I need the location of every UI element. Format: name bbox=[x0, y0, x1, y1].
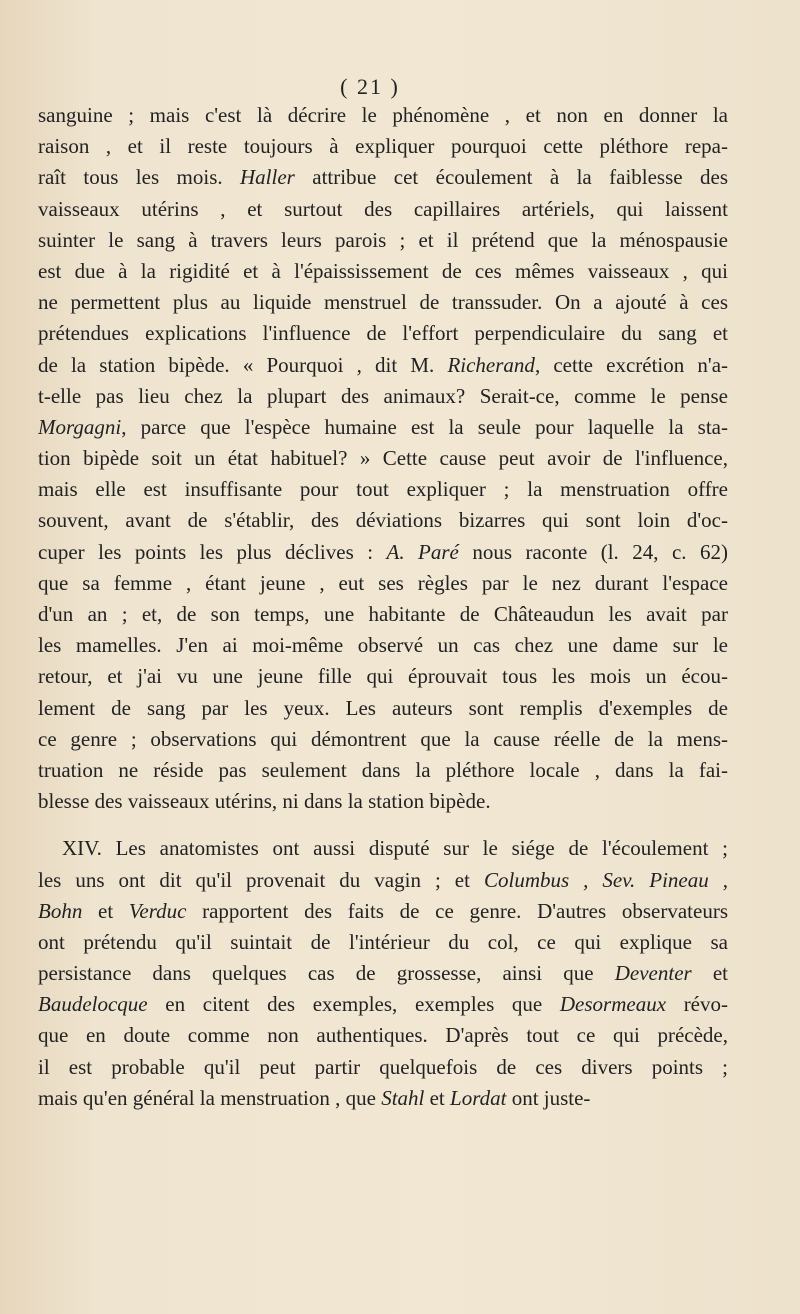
text-line bbox=[38, 381, 728, 412]
paragraph bbox=[38, 100, 728, 817]
italic-name: Haller bbox=[240, 165, 295, 190]
text-line bbox=[38, 630, 728, 661]
page-number: ( 21 ) bbox=[340, 74, 400, 99]
text-segment: ce genre ; observations qui démontrent que la cause réelle de la mens- bbox=[38, 726, 728, 751]
italic-name: Lordat bbox=[450, 1085, 507, 1110]
text-segment: souvent, avant de s'établir, des déviations bizarres qui sont loin d'oc- bbox=[38, 508, 728, 533]
text-segment: les mamelles. J'en ai moi-même observé un cas chez une dame sur le bbox=[38, 633, 728, 658]
text-segment: rapportent des faits de ce genre. D'autres observateurs bbox=[186, 898, 728, 923]
text-line bbox=[38, 194, 728, 225]
text-line bbox=[38, 568, 728, 599]
text-segment: , parce que l'espèce humaine est la seule pour laquelle la sta- bbox=[121, 414, 728, 439]
italic-name: Bohn bbox=[38, 898, 83, 923]
text-segment: il est probable qu'il peut partir quelquefois de ces divers points ; bbox=[38, 1054, 728, 1079]
text-line bbox=[38, 537, 728, 568]
text-line bbox=[38, 786, 728, 817]
italic-name: Stahl bbox=[381, 1085, 425, 1110]
text-segment: d'un an ; et, de son temps, une habitante de Châteaudun les avait par bbox=[38, 602, 728, 626]
body-text bbox=[38, 100, 728, 1114]
text-segment: et bbox=[82, 898, 129, 923]
paragraph-gap bbox=[38, 817, 728, 833]
text-segment: truation ne réside pas seulement dans la pléthore locale , dans la fai- bbox=[38, 757, 728, 782]
text-segment: vaisseaux utérins , et surtout des capillaires artériels, qui laissent bbox=[38, 196, 728, 221]
italic-name: Morgagni bbox=[38, 414, 122, 439]
text-segment: suinter le sang à travers leurs parois ; et il prétend que la ménospausie bbox=[38, 227, 728, 252]
text-segment: les uns ont dit qu'il provenait du vagin ; et bbox=[38, 867, 484, 892]
text-segment: attribue cet écoulement à la faiblesse des bbox=[294, 165, 728, 190]
text-segment: sanguine ; mais c'est là décrire le phénomène , et non en donner la bbox=[38, 103, 728, 127]
text-line bbox=[38, 958, 728, 989]
text-segment: lement de sang par les yeux. Les auteurs sont remplis d'exemples de bbox=[38, 695, 728, 720]
text-line bbox=[38, 1052, 728, 1083]
text-segment: de la station bipède. « Pourquoi , dit M. bbox=[38, 352, 448, 377]
text-segment: mais elle est insuffisante pour tout expliquer ; la menstruation offre bbox=[38, 477, 728, 502]
text-line bbox=[38, 505, 728, 536]
text-segment: nous raconte (l. 24, c. 62) bbox=[458, 539, 728, 564]
text-segment: tion bipède soit un état habituel? » Cette cause peut avoir de l'influence, bbox=[38, 446, 728, 471]
text-segment: et bbox=[691, 961, 728, 986]
text-segment: que sa femme , étant jeune , eut ses règles par le nez durant l'espace bbox=[38, 570, 728, 595]
italic-name: Desormeaux bbox=[559, 992, 667, 1017]
text-segment: ont juste- bbox=[506, 1085, 591, 1110]
text-line bbox=[38, 350, 728, 381]
text-segment: raît tous les mois. bbox=[38, 165, 241, 190]
text-segment: prétendues explications l'influence de l'effort perpendiculaire du sang et bbox=[38, 321, 728, 346]
text-segment: retour, et j'ai vu une jeune fille qui éprouvait tous les mois un écou- bbox=[38, 664, 728, 689]
text-line bbox=[38, 131, 728, 162]
text-line bbox=[38, 443, 728, 474]
text-segment: persistance dans quelques cas de grossesse, ainsi que bbox=[38, 961, 615, 986]
text-line bbox=[38, 474, 728, 505]
text-segment: t-elle pas lieu chez la plupart des animaux? Serait-ce, comme le pense bbox=[38, 383, 728, 408]
text-line bbox=[38, 256, 728, 287]
text-segment: révo- bbox=[666, 992, 728, 1017]
text-line bbox=[38, 989, 728, 1020]
paragraph bbox=[38, 833, 728, 1114]
italic-name: Richerand bbox=[447, 352, 535, 377]
text-segment: XIV. Les anatomistes ont aussi disputé sur le siége de l'écoulement ; bbox=[62, 836, 728, 861]
text-line bbox=[38, 1083, 728, 1114]
italic-name: Baudelocque bbox=[38, 992, 148, 1017]
text-segment: blesse des vaisseaux utérins, ni dans la station bipède. bbox=[38, 789, 491, 814]
text-segment: est due à la rigidité et à l'épaississement de ces mêmes vaisseaux , qui bbox=[38, 258, 728, 283]
text-line bbox=[38, 162, 728, 193]
text-line bbox=[38, 896, 728, 927]
text-line bbox=[38, 412, 728, 443]
text-line bbox=[38, 693, 728, 724]
italic-name: Verduc bbox=[128, 898, 187, 923]
text-line bbox=[38, 318, 728, 349]
text-line bbox=[38, 724, 728, 755]
text-line bbox=[38, 1020, 728, 1051]
text-segment: mais qu'en général la menstruation , que bbox=[38, 1085, 382, 1110]
text-line bbox=[38, 599, 728, 630]
text-segment: en citent des exemples, exemples que bbox=[147, 992, 560, 1017]
text-line bbox=[38, 661, 728, 692]
italic-name: Columbus , Sev. Pineau , bbox=[483, 867, 728, 892]
text-segment: raison , et il reste toujours à expliquer pourquoi cette pléthore repa- bbox=[38, 134, 728, 159]
text-line bbox=[38, 100, 728, 131]
text-segment: cuper les points les plus déclives : bbox=[38, 539, 387, 564]
text-line bbox=[38, 833, 728, 864]
italic-name: A. Paré bbox=[386, 539, 459, 564]
text-line bbox=[38, 287, 728, 318]
text-segment: ont prétendu qu'il suintait de l'intérieur du col, ce qui explique sa bbox=[38, 929, 728, 954]
text-line bbox=[38, 927, 728, 958]
text-segment: , cette excrétion n'a- bbox=[534, 352, 728, 377]
italic-name: Deventer bbox=[614, 961, 692, 986]
text-line bbox=[38, 755, 728, 786]
text-segment: et bbox=[424, 1085, 451, 1110]
text-line bbox=[38, 865, 728, 896]
text-line bbox=[38, 225, 728, 256]
text-segment: ne permettent plus au liquide menstruel de transsuder. On a ajouté à ces bbox=[38, 290, 728, 315]
text-segment: que en doute comme non authentiques. D'après tout ce qui précède, bbox=[38, 1023, 728, 1048]
